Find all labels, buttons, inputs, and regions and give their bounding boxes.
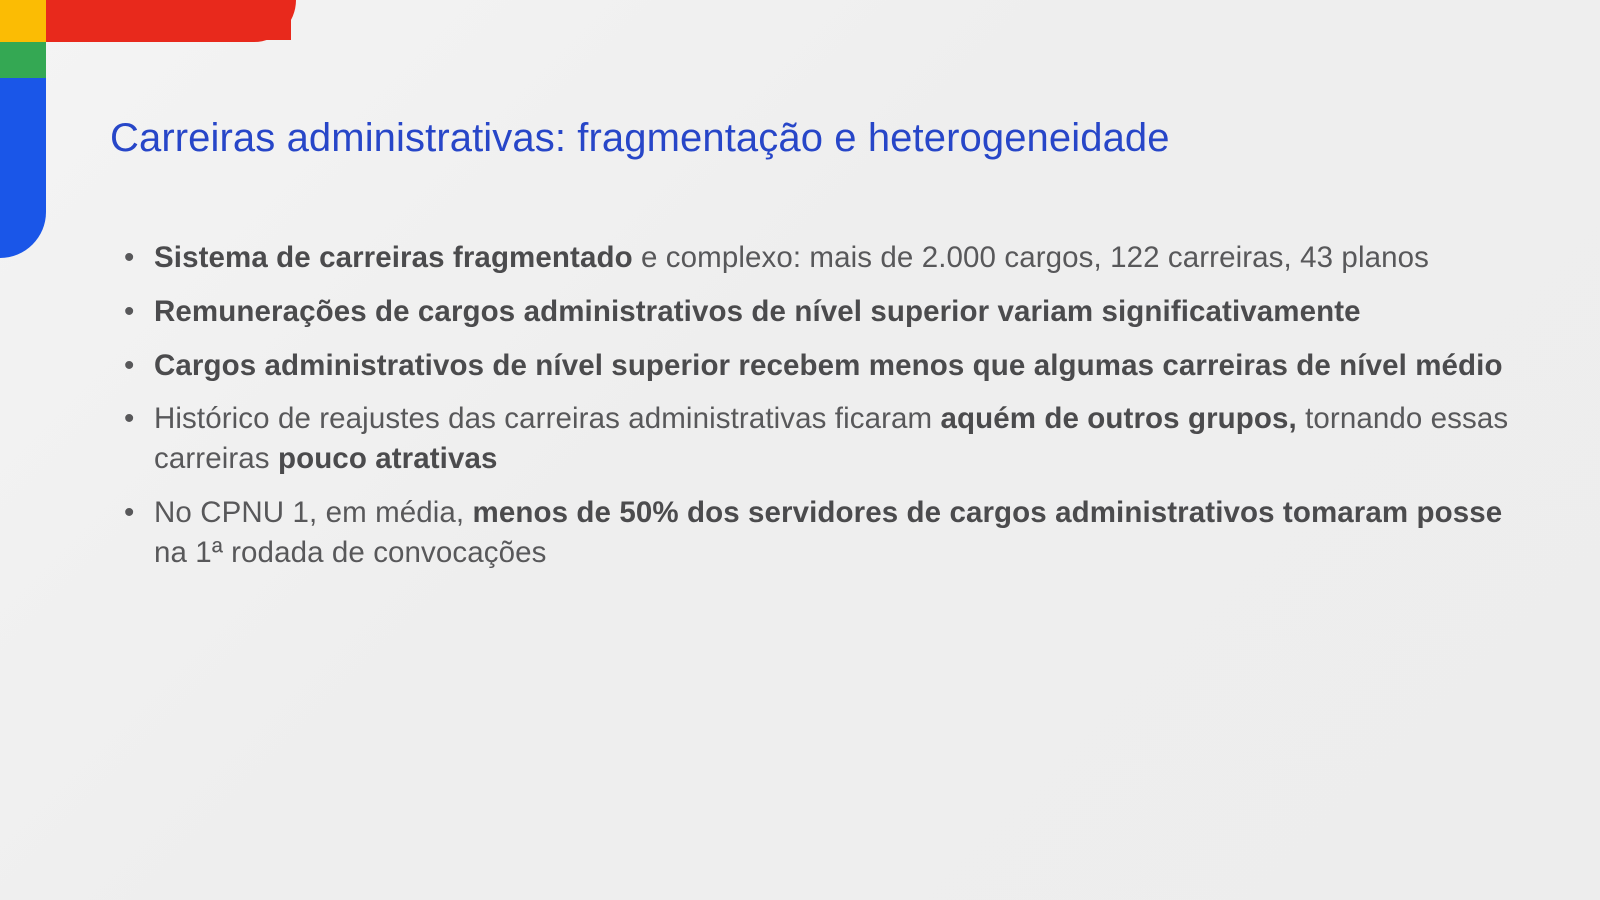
- list-item: [118, 346, 1510, 386]
- list-item-text: No CPNU 1, em média,: [154, 496, 473, 530]
- list-item-emphasis: Remunerações de cargos administrativos de nível superior variam significativamente: [154, 294, 1361, 328]
- list-item-text: na 1ª rodada de convocações: [154, 535, 547, 569]
- list-item: [118, 399, 1510, 479]
- bullet-list: [118, 238, 1510, 573]
- page-title: Carreiras administrativas: fragmentação e heterogeneidade: [110, 115, 1170, 160]
- list-item-text: e complexo: mais de 2.000 cargos, 122 carreiras, 43 planos: [632, 241, 1429, 274]
- list-item-emphasis: pouco atrativas: [277, 442, 498, 476]
- list-item: [118, 292, 1510, 332]
- list-item-emphasis: menos de 50% dos servidores de cargos administrativos tomaram posse: [472, 496, 1503, 530]
- list-item-text: Histórico de reajustes das carreiras administrativas ficaram: [154, 402, 941, 436]
- bullet-marker-icon: •: [124, 241, 135, 274]
- bullet-marker-icon: •: [124, 348, 135, 382]
- bullet-marker-icon: •: [124, 402, 135, 436]
- decoration-blue-block: [0, 78, 46, 258]
- decoration-red-shape: [46, 0, 296, 42]
- list-item: [118, 493, 1510, 573]
- list-item-emphasis: Cargos administrativos de nível superior recebem menos que algumas carreiras de nível médio: [154, 348, 1503, 382]
- decoration-red-bar: [46, 0, 291, 40]
- list-item-emphasis: Sistema de carreiras fragmentado: [154, 241, 633, 274]
- list-item-emphasis: aquém de outros grupos,: [940, 402, 1297, 436]
- decoration-yellow-block: [0, 0, 46, 42]
- bullet-marker-icon: •: [124, 496, 135, 530]
- decoration-green-block: [0, 42, 46, 78]
- list-item: [118, 238, 1510, 278]
- bullet-marker-icon: •: [124, 294, 135, 328]
- list-item-text: tornando essas carreiras: [154, 402, 1509, 476]
